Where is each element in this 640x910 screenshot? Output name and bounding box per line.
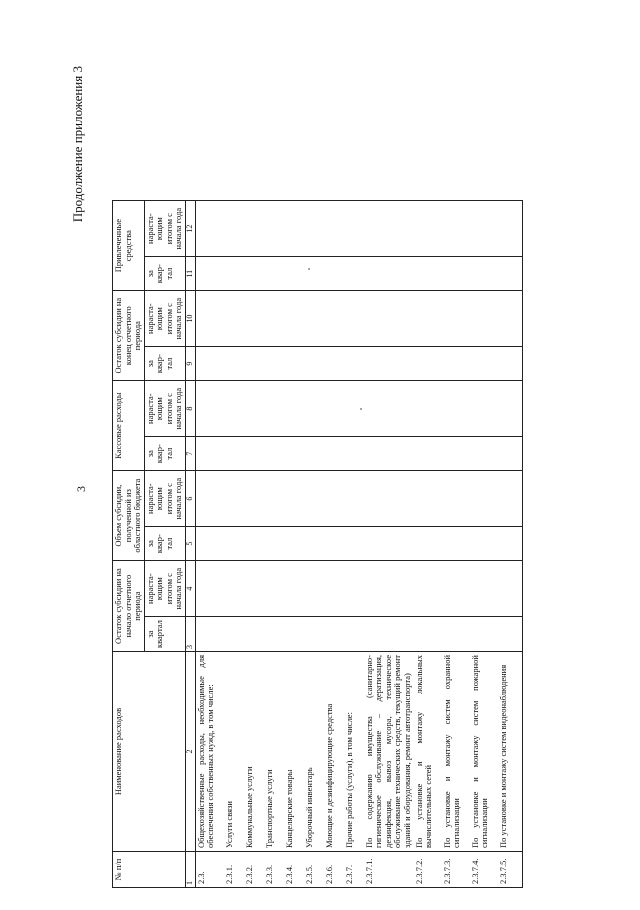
row-code: 2.3.6. — [324, 852, 344, 888]
table-row — [364, 201, 414, 888]
value-cell — [195, 437, 224, 471]
value-cell — [442, 527, 470, 561]
value-cell — [304, 291, 324, 347]
value-cell — [364, 561, 414, 617]
value-cell — [284, 291, 304, 347]
value-cell — [264, 347, 284, 381]
row-name: Уборочный инвентарь — [304, 652, 324, 852]
header-name: Наименование расходов — [113, 652, 186, 852]
value-cell — [364, 527, 414, 561]
value-cell — [470, 527, 498, 561]
row-code: 2.3. — [195, 852, 224, 888]
row-name: По содержанию имущества (санитарно-гигиеническое обслуживание – дератизация, дезинфекция, вывоз мусора, техническое обслуживание технических средств, текущий ремонт зданий и оборудования, ремонт автотранспорта) — [364, 652, 414, 852]
value-cell — [442, 471, 470, 527]
value-cell — [442, 617, 470, 652]
value-cell — [324, 291, 344, 347]
value-cell — [304, 561, 324, 617]
column-number: 10 — [185, 291, 195, 347]
row-code: 2.3.7. — [344, 852, 364, 888]
value-cell — [244, 381, 264, 437]
value-cell — [284, 617, 304, 652]
row-code: 2.3.7.4. — [470, 852, 498, 888]
value-cell — [414, 381, 442, 437]
value-cell — [442, 257, 470, 291]
value-cell — [284, 201, 304, 257]
row-name: Моющие и дезинфицирующие средства — [324, 652, 344, 852]
table-row — [244, 201, 264, 888]
value-cell — [470, 257, 498, 291]
value-cell — [304, 381, 324, 437]
value-cell — [498, 257, 523, 291]
value-cell — [414, 201, 442, 257]
value-cell — [364, 471, 414, 527]
value-cell — [244, 257, 264, 291]
value-cell — [498, 347, 523, 381]
column-number: 12 — [185, 201, 195, 257]
header-quarter: за квар-тал — [144, 257, 185, 291]
value-cell — [304, 617, 324, 652]
header-cumulative: нараста-ющим итогом с начала года — [144, 291, 185, 347]
value-cell — [304, 257, 324, 291]
value-cell — [324, 471, 344, 527]
value-cell — [195, 561, 224, 617]
row-code: 2.3.7.5. — [498, 852, 523, 888]
value-cell — [470, 617, 498, 652]
value-cell — [224, 257, 244, 291]
table-row — [498, 201, 523, 888]
value-cell — [284, 471, 304, 527]
value-cell — [414, 617, 442, 652]
value-cell — [344, 291, 364, 347]
value-cell — [324, 347, 344, 381]
value-cell — [498, 527, 523, 561]
value-cell — [195, 201, 224, 257]
value-cell — [470, 561, 498, 617]
value-cell — [344, 471, 364, 527]
value-cell — [442, 381, 470, 437]
value-cell — [244, 527, 264, 561]
value-cell — [264, 527, 284, 561]
row-name: Транспортные услуги — [264, 652, 284, 852]
value-cell — [244, 617, 264, 652]
value-cell — [470, 437, 498, 471]
row-name: По установке и монтажу систем видеонаблюдения — [498, 652, 523, 852]
header-quarter: за квар-тал — [144, 347, 185, 381]
value-cell — [442, 437, 470, 471]
column-number: 8 — [185, 381, 195, 437]
header-cumulative: нараста-ющим итогом с начала года — [144, 561, 185, 617]
value-cell — [264, 561, 284, 617]
table-row — [344, 201, 364, 888]
header-group: Остаток субсидии на конец отчетного периода — [113, 291, 145, 381]
table-row — [195, 201, 224, 888]
value-cell — [284, 527, 304, 561]
value-cell — [304, 527, 324, 561]
header-quarter: за квар-тал — [144, 437, 185, 471]
value-cell — [324, 201, 344, 257]
value-cell — [498, 381, 523, 437]
row-name: Прочие работы (услуги), в том числе: — [344, 652, 364, 852]
header-group: Привлеченные средства — [113, 201, 145, 291]
header-row-groups — [113, 201, 145, 888]
value-cell — [442, 201, 470, 257]
value-cell — [498, 561, 523, 617]
value-cell — [224, 381, 244, 437]
value-cell — [195, 347, 224, 381]
row-code: 2.3.4. — [284, 852, 304, 888]
value-cell — [470, 471, 498, 527]
column-number: 1 — [185, 852, 195, 888]
value-cell — [264, 471, 284, 527]
row-code: 2.3.2. — [244, 852, 264, 888]
table-row — [442, 201, 470, 888]
value-cell — [224, 527, 244, 561]
value-cell — [364, 257, 414, 291]
value-cell — [244, 291, 264, 347]
header-group: Остаток субсидии на начало отчетного периода — [113, 561, 145, 652]
column-number: 9 — [185, 347, 195, 381]
value-cell — [264, 201, 284, 257]
row-name: Общехозяйственные расходы, необходимые для обеспечения собственных нужд, в том числе: — [195, 652, 224, 852]
value-cell — [224, 617, 244, 652]
row-code: 2.3.7.3. — [442, 852, 470, 888]
value-cell — [304, 471, 324, 527]
value-cell — [284, 347, 304, 381]
row-name: По установке и монтажу систем охранной сигнализации — [442, 652, 470, 852]
value-cell — [195, 471, 224, 527]
value-cell — [414, 347, 442, 381]
value-cell — [244, 347, 264, 381]
row-code: 2.3.1. — [224, 852, 244, 888]
value-cell — [224, 561, 244, 617]
value-cell — [364, 437, 414, 471]
row-code: 2.3.7.1. — [364, 852, 414, 888]
value-cell — [264, 437, 284, 471]
scan-speck — [308, 268, 310, 270]
value-cell — [264, 291, 284, 347]
value-cell — [324, 617, 344, 652]
value-cell — [195, 257, 224, 291]
expenses-table — [112, 200, 523, 888]
value-cell — [224, 471, 244, 527]
value-cell — [344, 347, 364, 381]
appendix-caption: Продолжение приложения 3 — [70, 66, 85, 223]
header-group: Объем субсидии, полученной из областного бюджета — [113, 471, 145, 561]
scan-speck — [360, 408, 362, 410]
rotated-sheet — [60, 60, 580, 910]
value-cell — [414, 257, 442, 291]
value-cell — [304, 347, 324, 381]
row-name: Коммунальные услуги — [244, 652, 264, 852]
row-code: 2.3.3. — [264, 852, 284, 888]
value-cell — [244, 437, 264, 471]
value-cell — [244, 561, 264, 617]
value-cell — [414, 527, 442, 561]
column-number-row — [185, 201, 195, 888]
value-cell — [470, 381, 498, 437]
value-cell — [304, 437, 324, 471]
value-cell — [284, 561, 304, 617]
value-cell — [364, 291, 414, 347]
row-name: По установке и монтажу систем пожарной сигнализации — [470, 652, 498, 852]
value-cell — [264, 617, 284, 652]
value-cell — [414, 471, 442, 527]
row-code: 2.3.7.2. — [414, 852, 442, 888]
header-quarter: за квартал — [144, 617, 185, 652]
value-cell — [344, 561, 364, 617]
value-cell — [442, 291, 470, 347]
row-name: По установке и монтажу локальных вычислительных сетей — [414, 652, 442, 852]
value-cell — [224, 437, 244, 471]
column-number: 11 — [185, 257, 195, 291]
header-cumulative: нараста-ющим итогом с начала года — [144, 381, 185, 437]
value-cell — [224, 201, 244, 257]
value-cell — [264, 257, 284, 291]
value-cell — [498, 291, 523, 347]
value-cell — [195, 381, 224, 437]
value-cell — [284, 437, 304, 471]
table-body — [195, 201, 522, 888]
value-cell — [364, 201, 414, 257]
value-cell — [324, 257, 344, 291]
table-row — [324, 201, 344, 888]
value-cell — [442, 561, 470, 617]
value-cell — [224, 347, 244, 381]
page-number: 3 — [74, 486, 88, 492]
table-row — [284, 201, 304, 888]
value-cell — [498, 617, 523, 652]
value-cell — [344, 437, 364, 471]
table-row — [224, 201, 244, 888]
value-cell — [244, 471, 264, 527]
value-cell — [195, 617, 224, 652]
column-number: 2 — [185, 652, 195, 852]
column-number: 7 — [185, 437, 195, 471]
value-cell — [324, 437, 344, 471]
value-cell — [284, 381, 304, 437]
value-cell — [344, 527, 364, 561]
column-number: 5 — [185, 527, 195, 561]
value-cell — [364, 381, 414, 437]
header-cumulative: нараста-ющим итогом с начала года — [144, 201, 185, 257]
table-row — [264, 201, 284, 888]
value-cell — [364, 617, 414, 652]
value-cell — [442, 347, 470, 381]
value-cell — [414, 561, 442, 617]
row-name: Канцелярские товары — [284, 652, 304, 852]
value-cell — [470, 201, 498, 257]
value-cell — [498, 201, 523, 257]
column-number: 3 — [185, 617, 195, 652]
value-cell — [344, 617, 364, 652]
row-name: Услуги связи — [224, 652, 244, 852]
value-cell — [195, 291, 224, 347]
value-cell — [244, 201, 264, 257]
table-row — [304, 201, 324, 888]
value-cell — [344, 257, 364, 291]
value-cell — [304, 201, 324, 257]
value-cell — [498, 471, 523, 527]
value-cell — [284, 257, 304, 291]
table-row — [470, 201, 498, 888]
value-cell — [498, 437, 523, 471]
row-code: 2.3.5. — [304, 852, 324, 888]
header-cumulative: нараста-ющим итогом с начала года — [144, 471, 185, 527]
value-cell — [324, 527, 344, 561]
value-cell — [195, 527, 224, 561]
column-number: 4 — [185, 561, 195, 617]
value-cell — [264, 381, 284, 437]
value-cell — [414, 437, 442, 471]
value-cell — [344, 201, 364, 257]
value-cell — [324, 381, 344, 437]
header-group: Кассовые расходы — [113, 381, 145, 471]
header-no: № п/п — [113, 852, 186, 888]
value-cell — [414, 291, 442, 347]
value-cell — [324, 561, 344, 617]
value-cell — [364, 347, 414, 381]
column-number: 6 — [185, 471, 195, 527]
table-row — [414, 201, 442, 888]
header-quarter: за квар-тал — [144, 527, 185, 561]
value-cell — [470, 291, 498, 347]
value-cell — [470, 347, 498, 381]
value-cell — [224, 291, 244, 347]
